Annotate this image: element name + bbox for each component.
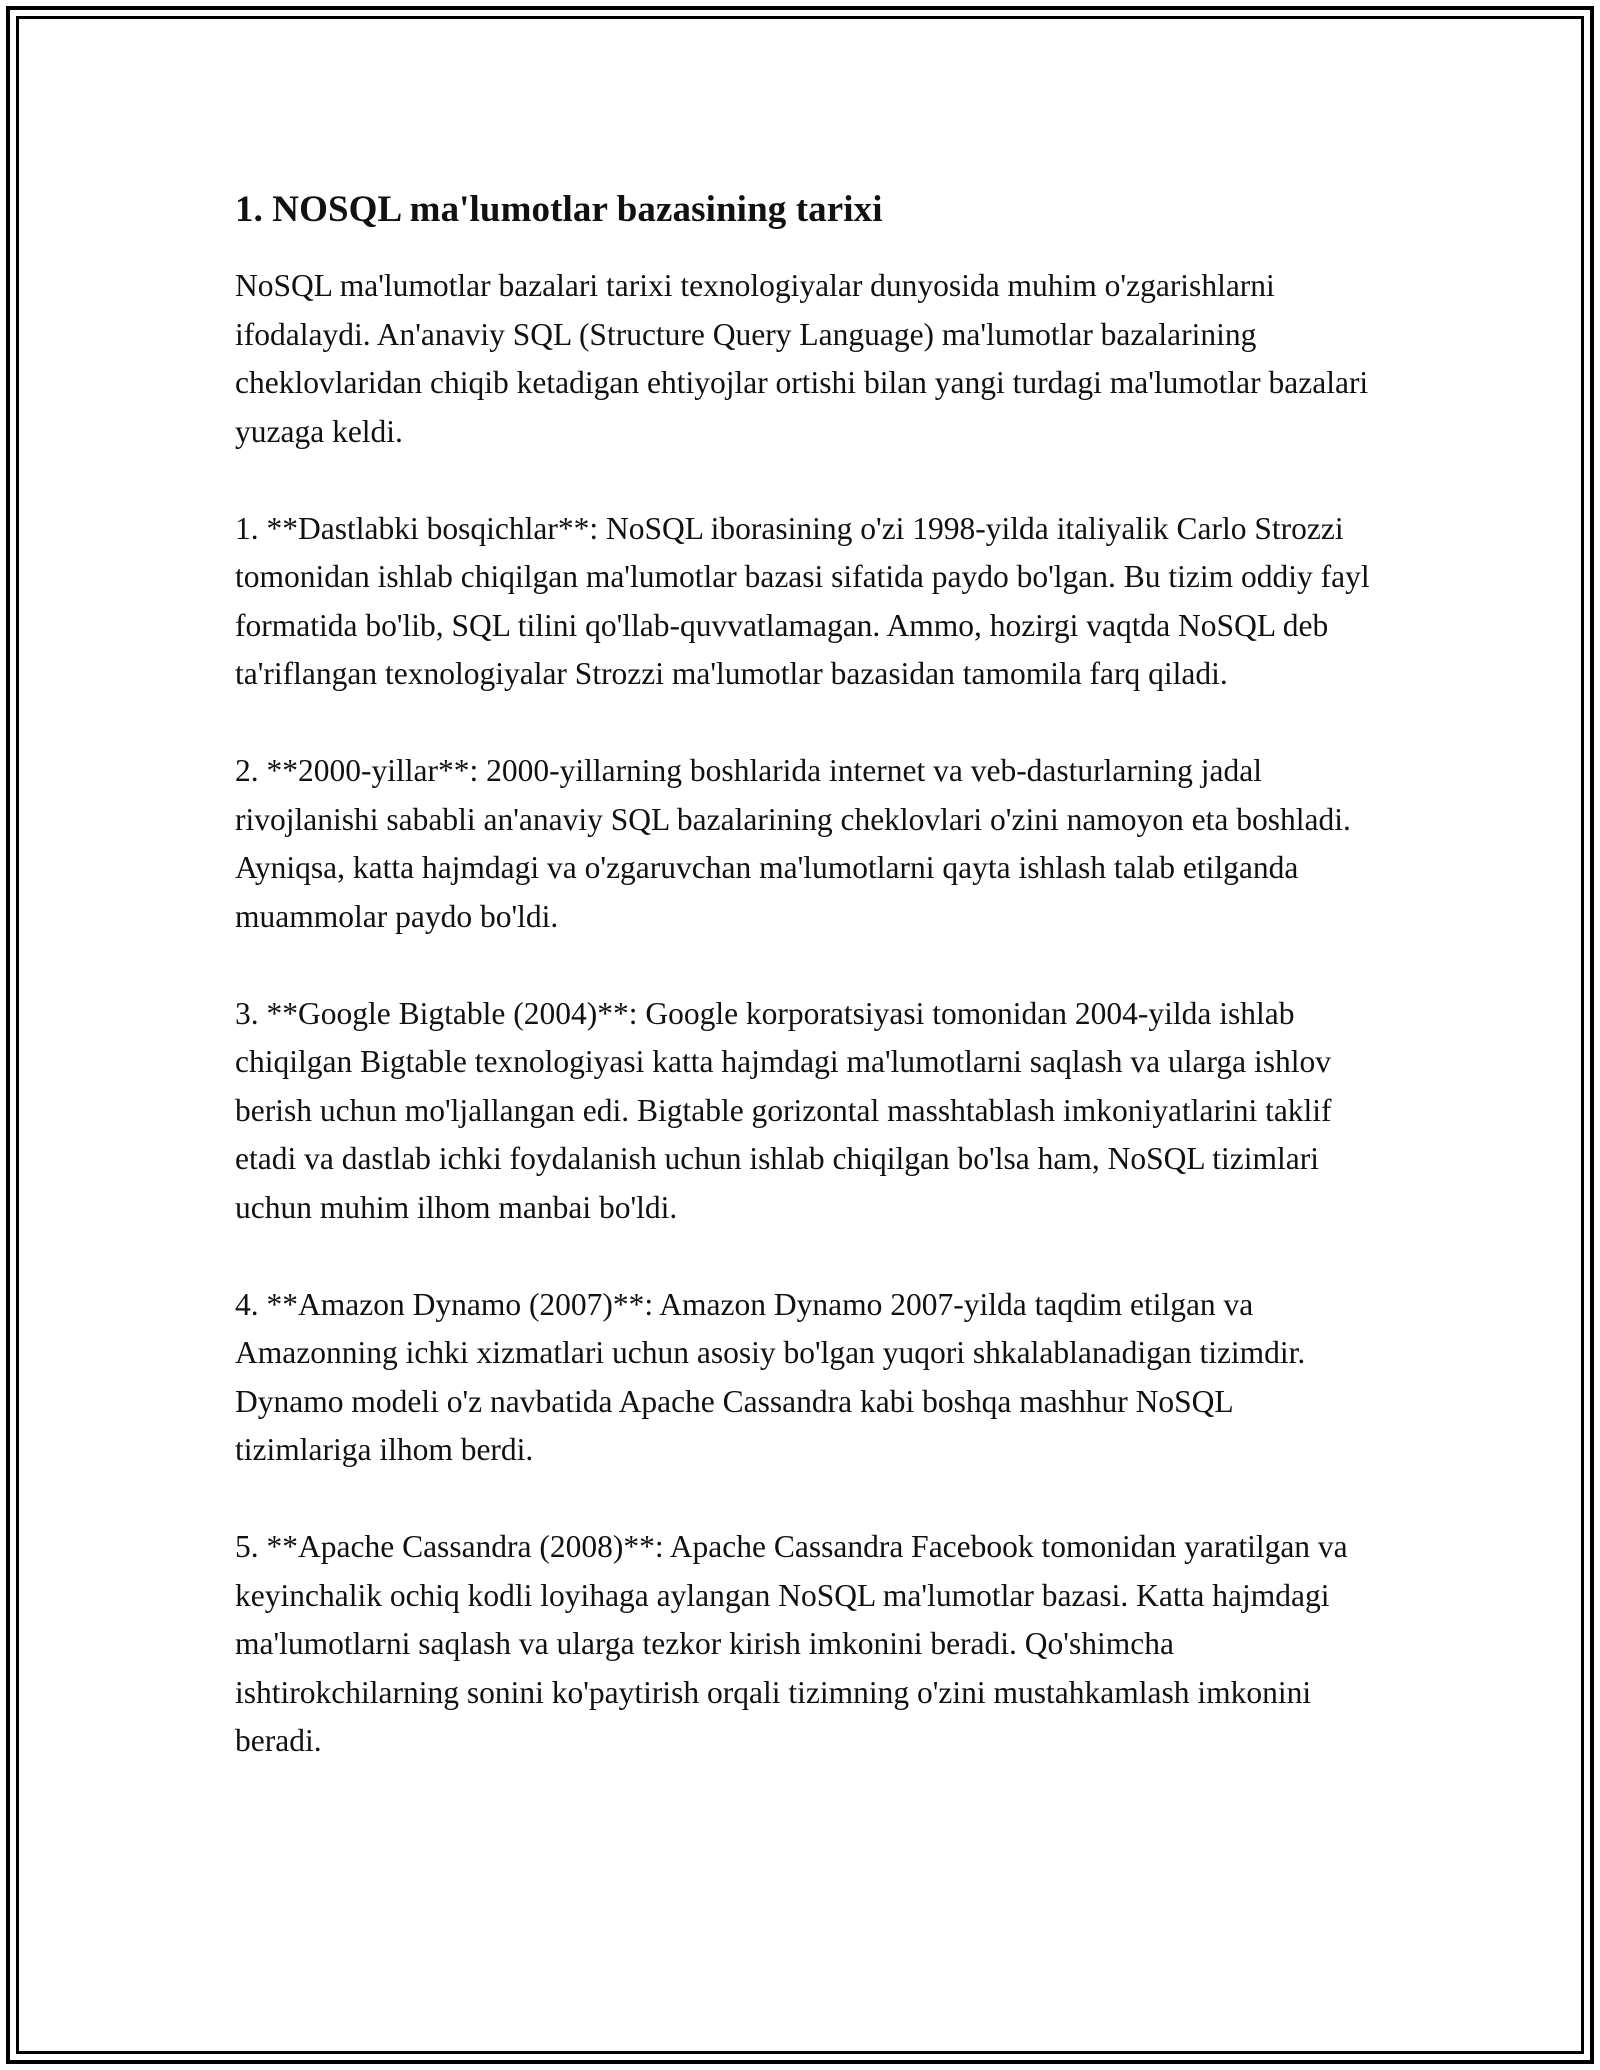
paragraph-intro: NoSQL ma'lumotlar bazalari tarixi texnologiyalar dunyosida muhim o'zgarishlarni ifodalaydi. An'anaviy SQL (Structure Query Language) ma'lumotlar bazalarining cheklovlaridan chiqib ketadigan ehtiyojlar ortishi bilan yangi turdagi ma'lumotlar bazalari yuzaga keldi. — [235, 268, 1369, 449]
document-body — [235, 188, 1375, 1814]
paragraph-item-3: 3. **Google Bigtable (2004)**: Google korporatsiyasi tomonidan 2004-yilda ishlab chiqilgan Bigtable texnologiyasi katta hajmdagi ma'lumotlarni saqlash va ularga ishlov berish uchun mo'ljallangan edi. Bigtable gorizontal masshtablash imkoniyatlarini taklif etadi va dastlab ichki foydalanish uchun ishlab chiqilgan bo'lsa ham, NoSQL tizimlari uchun muhim ilhom manbai bo'ldi. — [235, 995, 1332, 1225]
paragraph-item-2: 2. **2000-yillar**: 2000-yillarning boshlarida internet va veb-dasturlarning jadal rivojlanishi sababli an'anaviy SQL bazalarining cheklovlari o'zini namoyon eta boshladi. Ayniqsa, katta hajmdagi va o'zgaruvchan ma'lumotlarni qayta ishlash talab etilganda muammolar paydo bo'ldi. — [235, 753, 1351, 934]
paragraph-item-4: 4. **Amazon Dynamo (2007)**: Amazon Dynamo 2007-yilda taqdim etilgan va Amazonning ichki xizmatlari uchun asosiy bo'lgan yuqori shkalablanadigan tizimdir. Dynamo modeli o'z navbatida Apache Cassandra kabi boshqa mashhur NoSQL tizimlariga ilhom berdi. — [235, 1286, 1306, 1467]
paragraph-item-5: 5. **Apache Cassandra (2008)**: Apache Cassandra Facebook tomonidan yaratilgan va keyinchalik ochiq kodli loyihaga aylangan NoSQL ma'lumotlar bazasi. Katta hajmdagi ma'lumotlarni saqlash va ularga tezkor kirish imkonini beradi. Qo'shimcha ishtirokchilarning sonini ko'paytirish orqali tizimning o'zini mustahkamlash imkonini beradi. — [235, 1529, 1348, 1758]
document-title: 1. NOSQL ma'lumotlar bazasining tarixi — [235, 189, 883, 230]
paragraph-item-1: 1. **Dastlabki bosqichlar**: NoSQL iborasining o'zi 1998-yilda italiyalik Carlo Strozzi tomonidan ishlab chiqilgan ma'lumotlar bazasi sifatida paydo bo'lgan. Bu tizim oddiy fayl formatida bo'lib, SQL tilini qo'llab-quvvatlamagan. Ammo, hozirgi vaqtda NoSQL deb ta'riflangan texnologiyalar Strozzi ma'lumotlar bazasidan tamomila farq qiladi. — [235, 510, 1370, 691]
